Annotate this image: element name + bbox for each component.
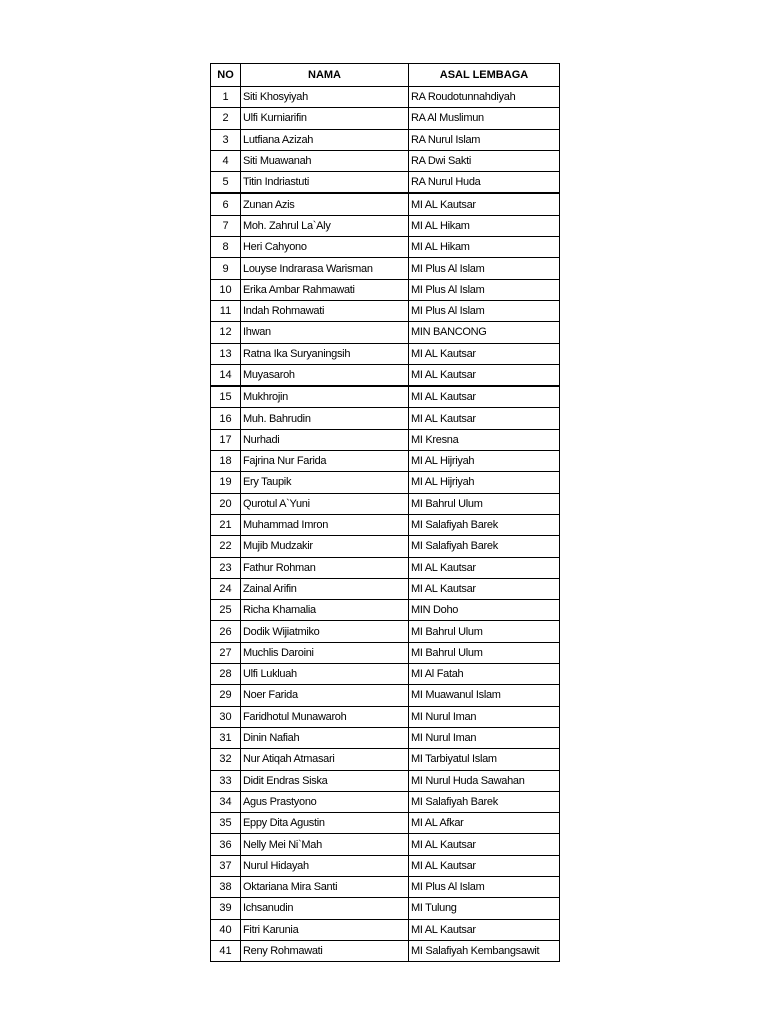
row-institution-cell: MI Plus Al Islam: [409, 300, 560, 321]
row-name-cell: Nurhadi: [241, 429, 409, 450]
row-name-cell: Erika Ambar Rahmawati: [241, 279, 409, 300]
row-number-cell: 27: [211, 642, 241, 663]
row-name-cell: Indah Rohmawati: [241, 300, 409, 321]
row-number-cell: 18: [211, 451, 241, 472]
table-row: [211, 536, 560, 557]
row-institution-cell: MI Nurul Iman: [409, 727, 560, 748]
row-number-cell: 17: [211, 429, 241, 450]
row-name-cell: Fajrina Nur Farida: [241, 451, 409, 472]
row-number-cell: 35: [211, 813, 241, 834]
row-institution-cell: MI Plus Al Islam: [409, 279, 560, 300]
table-row: [211, 129, 560, 150]
row-number-cell: 32: [211, 749, 241, 770]
row-number-cell: 12: [211, 322, 241, 343]
row-name-cell: Mukhrojin: [241, 386, 409, 408]
row-institution-cell: MI Salafiyah Barek: [409, 514, 560, 535]
table-row: [211, 429, 560, 450]
table-row: [211, 685, 560, 706]
row-number-cell: 19: [211, 472, 241, 493]
row-institution-cell: MI Muawanul Islam: [409, 685, 560, 706]
row-number-cell: 10: [211, 279, 241, 300]
row-number-cell: 33: [211, 770, 241, 791]
header-nama: NAMA: [241, 64, 409, 87]
header-no: NO: [211, 64, 241, 87]
row-institution-cell: MI Tulung: [409, 898, 560, 919]
row-name-cell: Moh. Zahrul La`Aly: [241, 215, 409, 236]
row-institution-cell: MI AL Kautsar: [409, 343, 560, 364]
header-asal-lembaga: ASAL LEMBAGA: [409, 64, 560, 87]
row-institution-cell: MI AL Kautsar: [409, 855, 560, 876]
row-number-cell: 26: [211, 621, 241, 642]
row-name-cell: Qurotul A`Yuni: [241, 493, 409, 514]
row-institution-cell: MI AL Kautsar: [409, 557, 560, 578]
table-row: [211, 108, 560, 129]
row-number-cell: 20: [211, 493, 241, 514]
row-name-cell: Siti Khosyiyah: [241, 87, 409, 108]
table-row: [211, 749, 560, 770]
table-row: [211, 600, 560, 621]
row-name-cell: Titin Indriastuti: [241, 172, 409, 194]
table-row: [211, 279, 560, 300]
row-institution-cell: MI Plus Al Islam: [409, 258, 560, 279]
row-name-cell: Muyasaroh: [241, 364, 409, 386]
row-name-cell: Ulfi Kurniarifin: [241, 108, 409, 129]
row-number-cell: 15: [211, 386, 241, 408]
table-row: [211, 322, 560, 343]
row-institution-cell: MIN Doho: [409, 600, 560, 621]
row-number-cell: 34: [211, 791, 241, 812]
row-number-cell: 37: [211, 855, 241, 876]
row-institution-cell: MI Bahrul Ulum: [409, 642, 560, 663]
row-number-cell: 21: [211, 514, 241, 535]
row-number-cell: 24: [211, 578, 241, 599]
row-institution-cell: RA Nurul Islam: [409, 129, 560, 150]
table-header: [211, 64, 560, 87]
row-number-cell: 13: [211, 343, 241, 364]
table-body: [211, 87, 560, 962]
row-name-cell: Heri Cahyono: [241, 237, 409, 258]
table-row: [211, 664, 560, 685]
row-number-cell: 22: [211, 536, 241, 557]
row-institution-cell: MI AL Kautsar: [409, 408, 560, 429]
table-row: [211, 813, 560, 834]
row-institution-cell: MI Kresna: [409, 429, 560, 450]
row-name-cell: Dinin Nafiah: [241, 727, 409, 748]
row-name-cell: Nur Atiqah Atmasari: [241, 749, 409, 770]
row-number-cell: 39: [211, 898, 241, 919]
row-name-cell: Ihwan: [241, 322, 409, 343]
row-institution-cell: MI AL Kautsar: [409, 364, 560, 386]
row-name-cell: Muh. Bahrudin: [241, 408, 409, 429]
row-institution-cell: MI AL Hijriyah: [409, 472, 560, 493]
row-institution-cell: MI Bahrul Ulum: [409, 493, 560, 514]
row-institution-cell: MI AL Kautsar: [409, 578, 560, 599]
row-institution-cell: MI Salafiyah Kembangsawit: [409, 940, 560, 961]
row-name-cell: Ery Taupik: [241, 472, 409, 493]
table-row: [211, 87, 560, 108]
row-number-cell: 9: [211, 258, 241, 279]
row-name-cell: Fathur Rohman: [241, 557, 409, 578]
row-name-cell: Ulfi Lukluah: [241, 664, 409, 685]
row-number-cell: 41: [211, 940, 241, 961]
row-institution-cell: MI AL Kautsar: [409, 386, 560, 408]
row-name-cell: Ratna Ika Suryaningsih: [241, 343, 409, 364]
table-row: [211, 343, 560, 364]
row-institution-cell: RA Dwi Sakti: [409, 150, 560, 171]
row-name-cell: Dodik Wijiatmiko: [241, 621, 409, 642]
row-number-cell: 7: [211, 215, 241, 236]
row-institution-cell: MI Bahrul Ulum: [409, 621, 560, 642]
row-institution-cell: MIN BANCONG: [409, 322, 560, 343]
row-institution-cell: MI AL Hikam: [409, 237, 560, 258]
row-institution-cell: MI Al Fatah: [409, 664, 560, 685]
row-institution-cell: MI AL Afkar: [409, 813, 560, 834]
table-row: [211, 855, 560, 876]
row-number-cell: 6: [211, 193, 241, 215]
table-row: [211, 876, 560, 897]
row-institution-cell: MI AL Hijriyah: [409, 451, 560, 472]
row-number-cell: 3: [211, 129, 241, 150]
table-row: [211, 770, 560, 791]
row-name-cell: Muchlis Daroini: [241, 642, 409, 663]
table-row: [211, 791, 560, 812]
row-number-cell: 5: [211, 172, 241, 194]
row-name-cell: Oktariana Mira Santi: [241, 876, 409, 897]
table-row: [211, 408, 560, 429]
row-institution-cell: RA Roudotunnahdiyah: [409, 87, 560, 108]
row-name-cell: Nurul Hidayah: [241, 855, 409, 876]
table-row: [211, 193, 560, 215]
row-number-cell: 31: [211, 727, 241, 748]
table-row: [211, 451, 560, 472]
row-name-cell: Mujib Mudzakir: [241, 536, 409, 557]
table-row: [211, 898, 560, 919]
row-name-cell: Louyse Indrarasa Warisman: [241, 258, 409, 279]
row-number-cell: 30: [211, 706, 241, 727]
table-row: [211, 578, 560, 599]
table-row: [211, 258, 560, 279]
row-institution-cell: MI AL Hikam: [409, 215, 560, 236]
row-number-cell: 14: [211, 364, 241, 386]
table-row: [211, 150, 560, 171]
row-name-cell: Nelly Mei Ni`Mah: [241, 834, 409, 855]
row-number-cell: 16: [211, 408, 241, 429]
table-row: [211, 834, 560, 855]
table-row: [211, 940, 560, 961]
table-row: [211, 172, 560, 194]
row-number-cell: 29: [211, 685, 241, 706]
row-name-cell: Didit Endras Siska: [241, 770, 409, 791]
row-institution-cell: MI AL Kautsar: [409, 834, 560, 855]
participant-table: [210, 63, 560, 962]
row-institution-cell: MI AL Kautsar: [409, 193, 560, 215]
row-name-cell: Noer Farida: [241, 685, 409, 706]
row-name-cell: Muhammad Imron: [241, 514, 409, 535]
row-name-cell: Richa Khamalia: [241, 600, 409, 621]
row-number-cell: 40: [211, 919, 241, 940]
table-row: [211, 621, 560, 642]
row-name-cell: Eppy Dita Agustin: [241, 813, 409, 834]
table-row: [211, 642, 560, 663]
row-number-cell: 2: [211, 108, 241, 129]
table-row: [211, 493, 560, 514]
table-row: [211, 300, 560, 321]
row-number-cell: 25: [211, 600, 241, 621]
row-institution-cell: RA Nurul Huda: [409, 172, 560, 194]
table-row: [211, 514, 560, 535]
table-row: [211, 919, 560, 940]
row-institution-cell: MI AL Kautsar: [409, 919, 560, 940]
row-name-cell: Lutfiana Azizah: [241, 129, 409, 150]
table-row: [211, 386, 560, 408]
row-number-cell: 1: [211, 87, 241, 108]
row-number-cell: 36: [211, 834, 241, 855]
row-name-cell: Zunan Azis: [241, 193, 409, 215]
row-institution-cell: MI Nurul Iman: [409, 706, 560, 727]
table-row: [211, 364, 560, 386]
header-row: [211, 64, 560, 87]
row-institution-cell: MI Salafiyah Barek: [409, 791, 560, 812]
table-row: [211, 472, 560, 493]
row-number-cell: 4: [211, 150, 241, 171]
row-name-cell: Faridhotul Munawaroh: [241, 706, 409, 727]
row-name-cell: Ichsanudin: [241, 898, 409, 919]
row-name-cell: Zainal Arifin: [241, 578, 409, 599]
row-number-cell: 38: [211, 876, 241, 897]
row-institution-cell: MI Plus Al Islam: [409, 876, 560, 897]
row-institution-cell: MI Nurul Huda Sawahan: [409, 770, 560, 791]
row-institution-cell: MI Tarbiyatul Islam: [409, 749, 560, 770]
row-number-cell: 8: [211, 237, 241, 258]
row-institution-cell: RA Al Muslimun: [409, 108, 560, 129]
table-row: [211, 727, 560, 748]
row-institution-cell: MI Salafiyah Barek: [409, 536, 560, 557]
row-number-cell: 28: [211, 664, 241, 685]
row-name-cell: Agus Prastyono: [241, 791, 409, 812]
table-row: [211, 557, 560, 578]
row-number-cell: 11: [211, 300, 241, 321]
table-row: [211, 237, 560, 258]
row-name-cell: Siti Muawanah: [241, 150, 409, 171]
table-row: [211, 706, 560, 727]
row-number-cell: 23: [211, 557, 241, 578]
row-name-cell: Fitri Karunia: [241, 919, 409, 940]
row-name-cell: Reny Rohmawati: [241, 940, 409, 961]
table-row: [211, 215, 560, 236]
